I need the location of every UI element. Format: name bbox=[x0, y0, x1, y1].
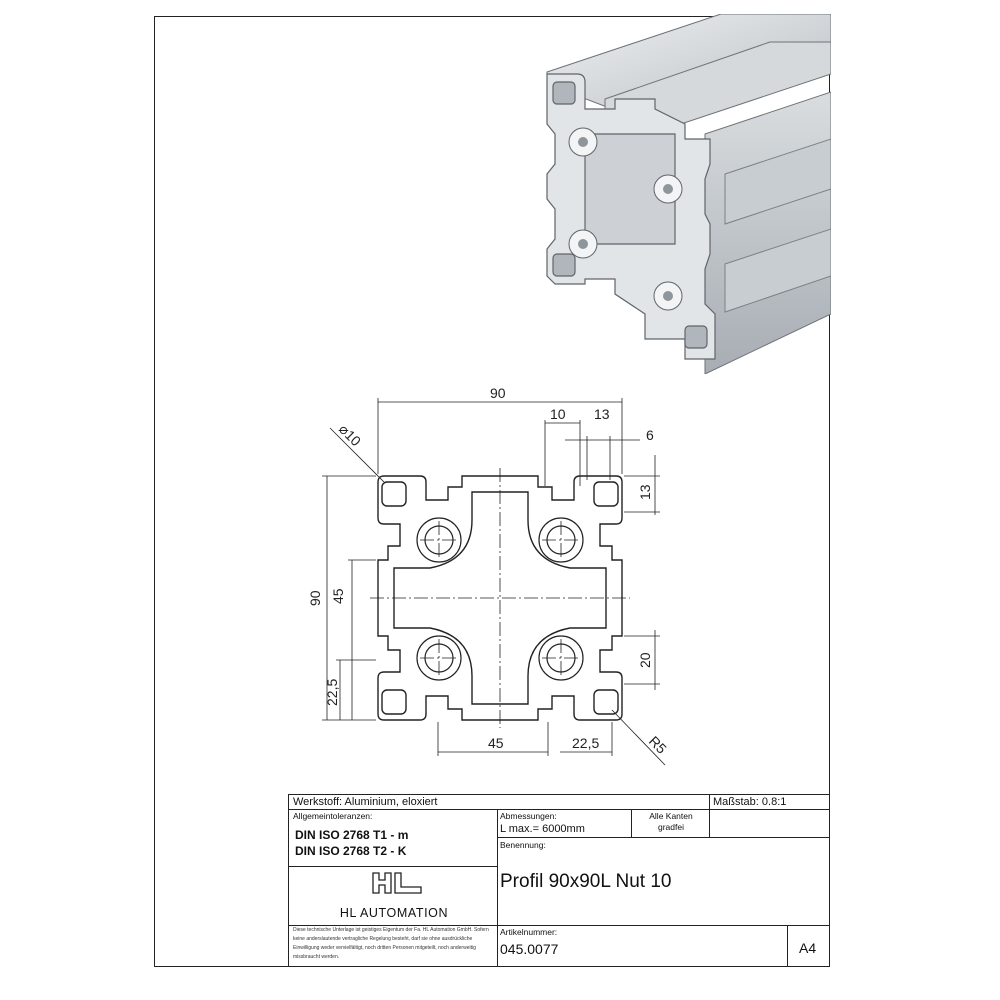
dim-slot-width: 10 bbox=[550, 406, 566, 422]
dim-overall-width: 90 bbox=[490, 385, 506, 401]
company-name: HL AUTOMATION bbox=[339, 906, 449, 920]
tolerance-t2: DIN ISO 2768 T2 - K bbox=[295, 844, 407, 858]
profile-cross-section-drawing bbox=[300, 380, 700, 780]
dim-slot-spacing: 20 bbox=[637, 652, 653, 668]
name-label: Benennung: bbox=[500, 840, 546, 850]
dim-edge-offset-bottom: 22,5 bbox=[572, 735, 600, 751]
dim-slot-depth: 13 bbox=[594, 406, 610, 422]
dim-half-height: 45 bbox=[330, 588, 346, 604]
dim-edge-offset-left: 22,5 bbox=[324, 678, 340, 706]
dim-corner-radius: R5 bbox=[645, 732, 670, 757]
general-tolerance-label: Allgemeintoleranzen: bbox=[293, 811, 373, 821]
dim-bore-diameter: ⌀10 bbox=[335, 420, 365, 450]
part-name: Profil 90x90L Nut 10 bbox=[500, 871, 672, 892]
disclaimer: Diese technische Unterlage ist geistiges Eigentum der Fa. HL Automation GmbH. Sofern keine anderslautende vertragliche Regelung besteht, darf sie ohne ausdrückliche Einwilligung weder vervielfältigt, noch dritten Personen mitgeteilt, noch anderweitig missbraucht werden. bbox=[293, 927, 489, 960]
article-number: 045.0077 bbox=[500, 941, 559, 957]
dim-half-width: 45 bbox=[488, 735, 504, 751]
title-block bbox=[288, 794, 830, 967]
tolerance-t1: DIN ISO 2768 T1 - m bbox=[295, 828, 409, 842]
edges-note: Alle Kanten gradfei bbox=[649, 811, 693, 832]
article-label: Artikelnummer: bbox=[500, 927, 558, 937]
profile-3d-render bbox=[525, 14, 831, 374]
dimensions-label: Abmessungen: bbox=[500, 811, 557, 821]
scale-label: Maßstab: 0.8:1 bbox=[713, 796, 787, 808]
dim-corner-height: 13 bbox=[637, 484, 653, 500]
material-label: Werkstoff: Aluminium, eloxiert bbox=[293, 796, 438, 808]
dim-corner-offset: 6 bbox=[646, 427, 654, 443]
dim-overall-height: 90 bbox=[307, 590, 323, 606]
max-length: L max.= 6000mm bbox=[500, 823, 585, 835]
company-logo bbox=[371, 871, 423, 897]
paper-size: A4 bbox=[799, 940, 817, 956]
